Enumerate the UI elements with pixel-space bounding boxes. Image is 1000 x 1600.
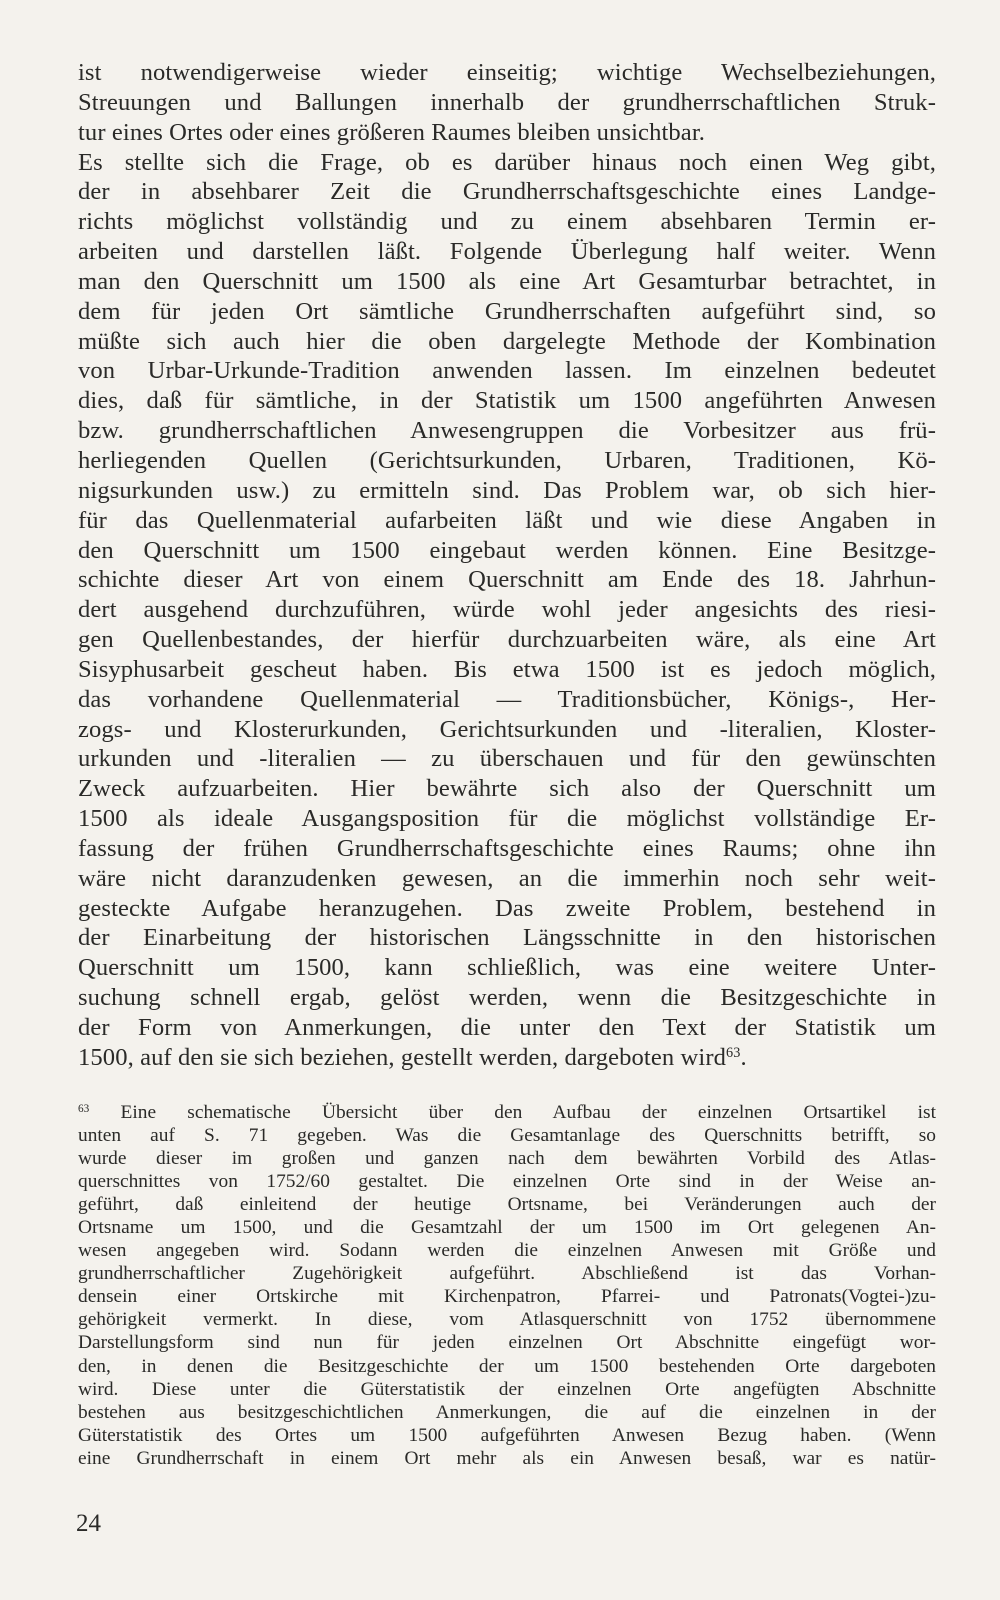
footnote-block: [78, 1101, 936, 1470]
text-line: schichte dieser Art von einem Querschnitt am Ende des 18. Jahrhun-: [78, 566, 936, 594]
text-line: gesteckte Aufgabe heranzugehen. Das zweite Problem, bestehend in: [78, 894, 936, 922]
text-line: Sisyphusarbeit gescheut haben. Bis etwa 1500 ist es jedoch möglich,: [78, 655, 936, 683]
text-line: tur eines Ortes oder eines größeren Raumes bleiben unsichtbar.: [78, 118, 705, 146]
footnote-line: geführt, daß einleitend der heutige Ortsname, bei Veränderungen auch der: [78, 1194, 936, 1216]
text-line: richts möglichst vollständig und zu einem absehbaren Termin er-: [78, 208, 936, 236]
text-line: für das Quellenmaterial aufarbeiten läßt und wie diese Angaben in: [78, 506, 936, 534]
footnote-line: bestehen aus besitzgeschichtlichen Anmerkungen, die auf die einzelnen in der: [78, 1401, 936, 1423]
footnote-line: densein einer Ortskirche mit Kirchenpatron, Pfarrei- und Patronats(Vogtei-)zu-: [78, 1286, 936, 1308]
text-line: dert ausgehend durchzuführen, würde wohl jeder angesichts des riesi-: [78, 596, 936, 624]
footnote-reference[interactable]: 63: [726, 1045, 741, 1061]
footnote-line: Darstellungsform sind nun für jeden einzelnen Ort Abschnitte eingefügt wor-: [78, 1332, 936, 1354]
text-line: zogs- und Klosterurkunden, Gerichtsurkunden und -literalien, Kloster-: [78, 715, 936, 743]
footnote-line: Ortsname um 1500, und die Gesamtzahl der um 1500 im Ort gelegenen An-: [78, 1217, 936, 1239]
text-line: arbeiten und darstellen läßt. Folgende Überlegung half weiter. Wenn: [78, 238, 936, 266]
footnote-line: den, in denen die Besitzgeschichte der um 1500 bestehenden Orte dargeboten: [78, 1355, 936, 1377]
text-line-final: [78, 1043, 936, 1073]
text-line: Streuungen und Ballungen innerhalb der grundherrschaftlichen Struk-: [78, 88, 936, 116]
text-line: Es stellte sich die Frage, ob es darüber hinaus noch einen Weg gibt,: [78, 148, 936, 176]
text-line: fassung der frühen Grundherrschaftsgeschichte eines Raums; ohne ihn: [78, 834, 936, 862]
text-line: dies, daß für sämtliche, in der Statistik um 1500 angeführten Anwesen: [78, 387, 936, 415]
footnote-line: querschnittes von 1752/60 gestaltet. Die einzelnen Orte sind in der Weise an-: [78, 1171, 936, 1193]
text-line: wäre nicht daranzudenken gewesen, an die immerhin noch sehr weit-: [78, 864, 936, 892]
text-line: der in absehbarer Zeit die Grundherrschaftsgeschichte eines Landge-: [78, 178, 936, 206]
text-line: müßte sich auch hier die oben dargelegte Methode der Kombination: [78, 327, 936, 355]
footnote-line: wesen angegeben wird. Sodann werden die einzelnen Anwesen mit Größe und: [78, 1240, 936, 1262]
text-line-final-content: 1500, auf den sie sich beziehen, gestellt werden, dargeboten wird: [78, 1043, 727, 1071]
footnote-line: wurde dieser im großen und ganzen nach dem bewährten Vorbild des Atlas-: [78, 1148, 936, 1170]
text-line: gen Quellenbestandes, der hierfür durchzuarbeiten wäre, als eine Art: [78, 626, 936, 654]
text-line: von Urbar-Urkunde-Tradition anwenden lassen. Im einzelnen bedeutet: [78, 357, 936, 385]
text-line: Querschnitt um 1500, kann schließlich, was eine weitere Unter-: [78, 954, 936, 982]
main-text-block: [78, 58, 936, 1073]
footnote-line: grundherrschaftlicher Zugehörigkeit aufgeführt. Abschließend ist das Vorhan-: [78, 1263, 936, 1285]
footnote-line-first: [78, 1101, 936, 1124]
text-line: man den Querschnitt um 1500 als eine Art Gesamturbar betrachtet, in: [78, 267, 936, 295]
text-line: Zweck aufzuarbeiten. Hier bewährte sich also der Querschnitt um: [78, 775, 936, 803]
footnote-line: eine Grundherrschaft in einem Ort mehr als ein Anwesen besaß, war es natür-: [78, 1447, 936, 1469]
footnote-line: gehörigkeit vermerkt. In diese, vom Atlasquerschnitt von 1752 übernommene: [78, 1309, 936, 1331]
text-line: nigsurkunden usw.) zu ermitteln sind. Das Problem war, ob sich hier-: [78, 476, 936, 504]
text-line: den Querschnitt um 1500 eingebaut werden können. Eine Besitzge-: [78, 536, 936, 564]
text-line: bzw. grundherrschaftlichen Anwesengruppen die Vorbesitzer aus frü-: [78, 417, 936, 445]
footnote-line: Güterstatistik des Ortes um 1500 aufgeführten Anwesen Bezug haben. (Wenn: [78, 1424, 936, 1446]
page-number: 24: [76, 1510, 101, 1537]
text-line: herliegenden Quellen (Gerichtsurkunden, Urbaren, Traditionen, Kö-: [78, 446, 936, 474]
text-line: suchung schnell ergab, gelöst werden, wenn die Besitzgeschichte in: [78, 984, 936, 1012]
footnote-line: unten auf S. 71 gegeben. Was die Gesamtanlage des Querschnitts betrifft, so: [78, 1125, 936, 1147]
text-line: der Form von Anmerkungen, die unter den Text der Statistik um: [78, 1014, 936, 1041]
text-line: ist notwendigerweise wieder einseitig; wichtige Wechselbeziehungen,: [78, 59, 936, 86]
text-line: urkunden und -literalien — zu überschauen und für den gewünschten: [78, 745, 936, 773]
text-line: 1500 als ideale Ausgangsposition für die möglichst vollständige Er-: [78, 805, 936, 833]
footnote-number: 63: [78, 1102, 90, 1115]
footnote-line: wird. Diese unter die Güterstatistik der einzelnen Orte angefügten Abschnitte: [78, 1378, 936, 1400]
text-line: das vorhandene Quellenmaterial — Traditionsbücher, Königs-, Her-: [78, 685, 936, 713]
text-line: der Einarbeitung der historischen Längsschnitte in den historischen: [78, 924, 936, 952]
text-line: dem für jeden Ort sämtliche Grundherrschaften aufgeführt sind, so: [78, 297, 936, 325]
footnote-line-content: Eine schematische Übersicht über den Aufbau der einzelnen Ortsartikel ist: [120, 1102, 936, 1123]
final-period: .: [740, 1043, 747, 1071]
